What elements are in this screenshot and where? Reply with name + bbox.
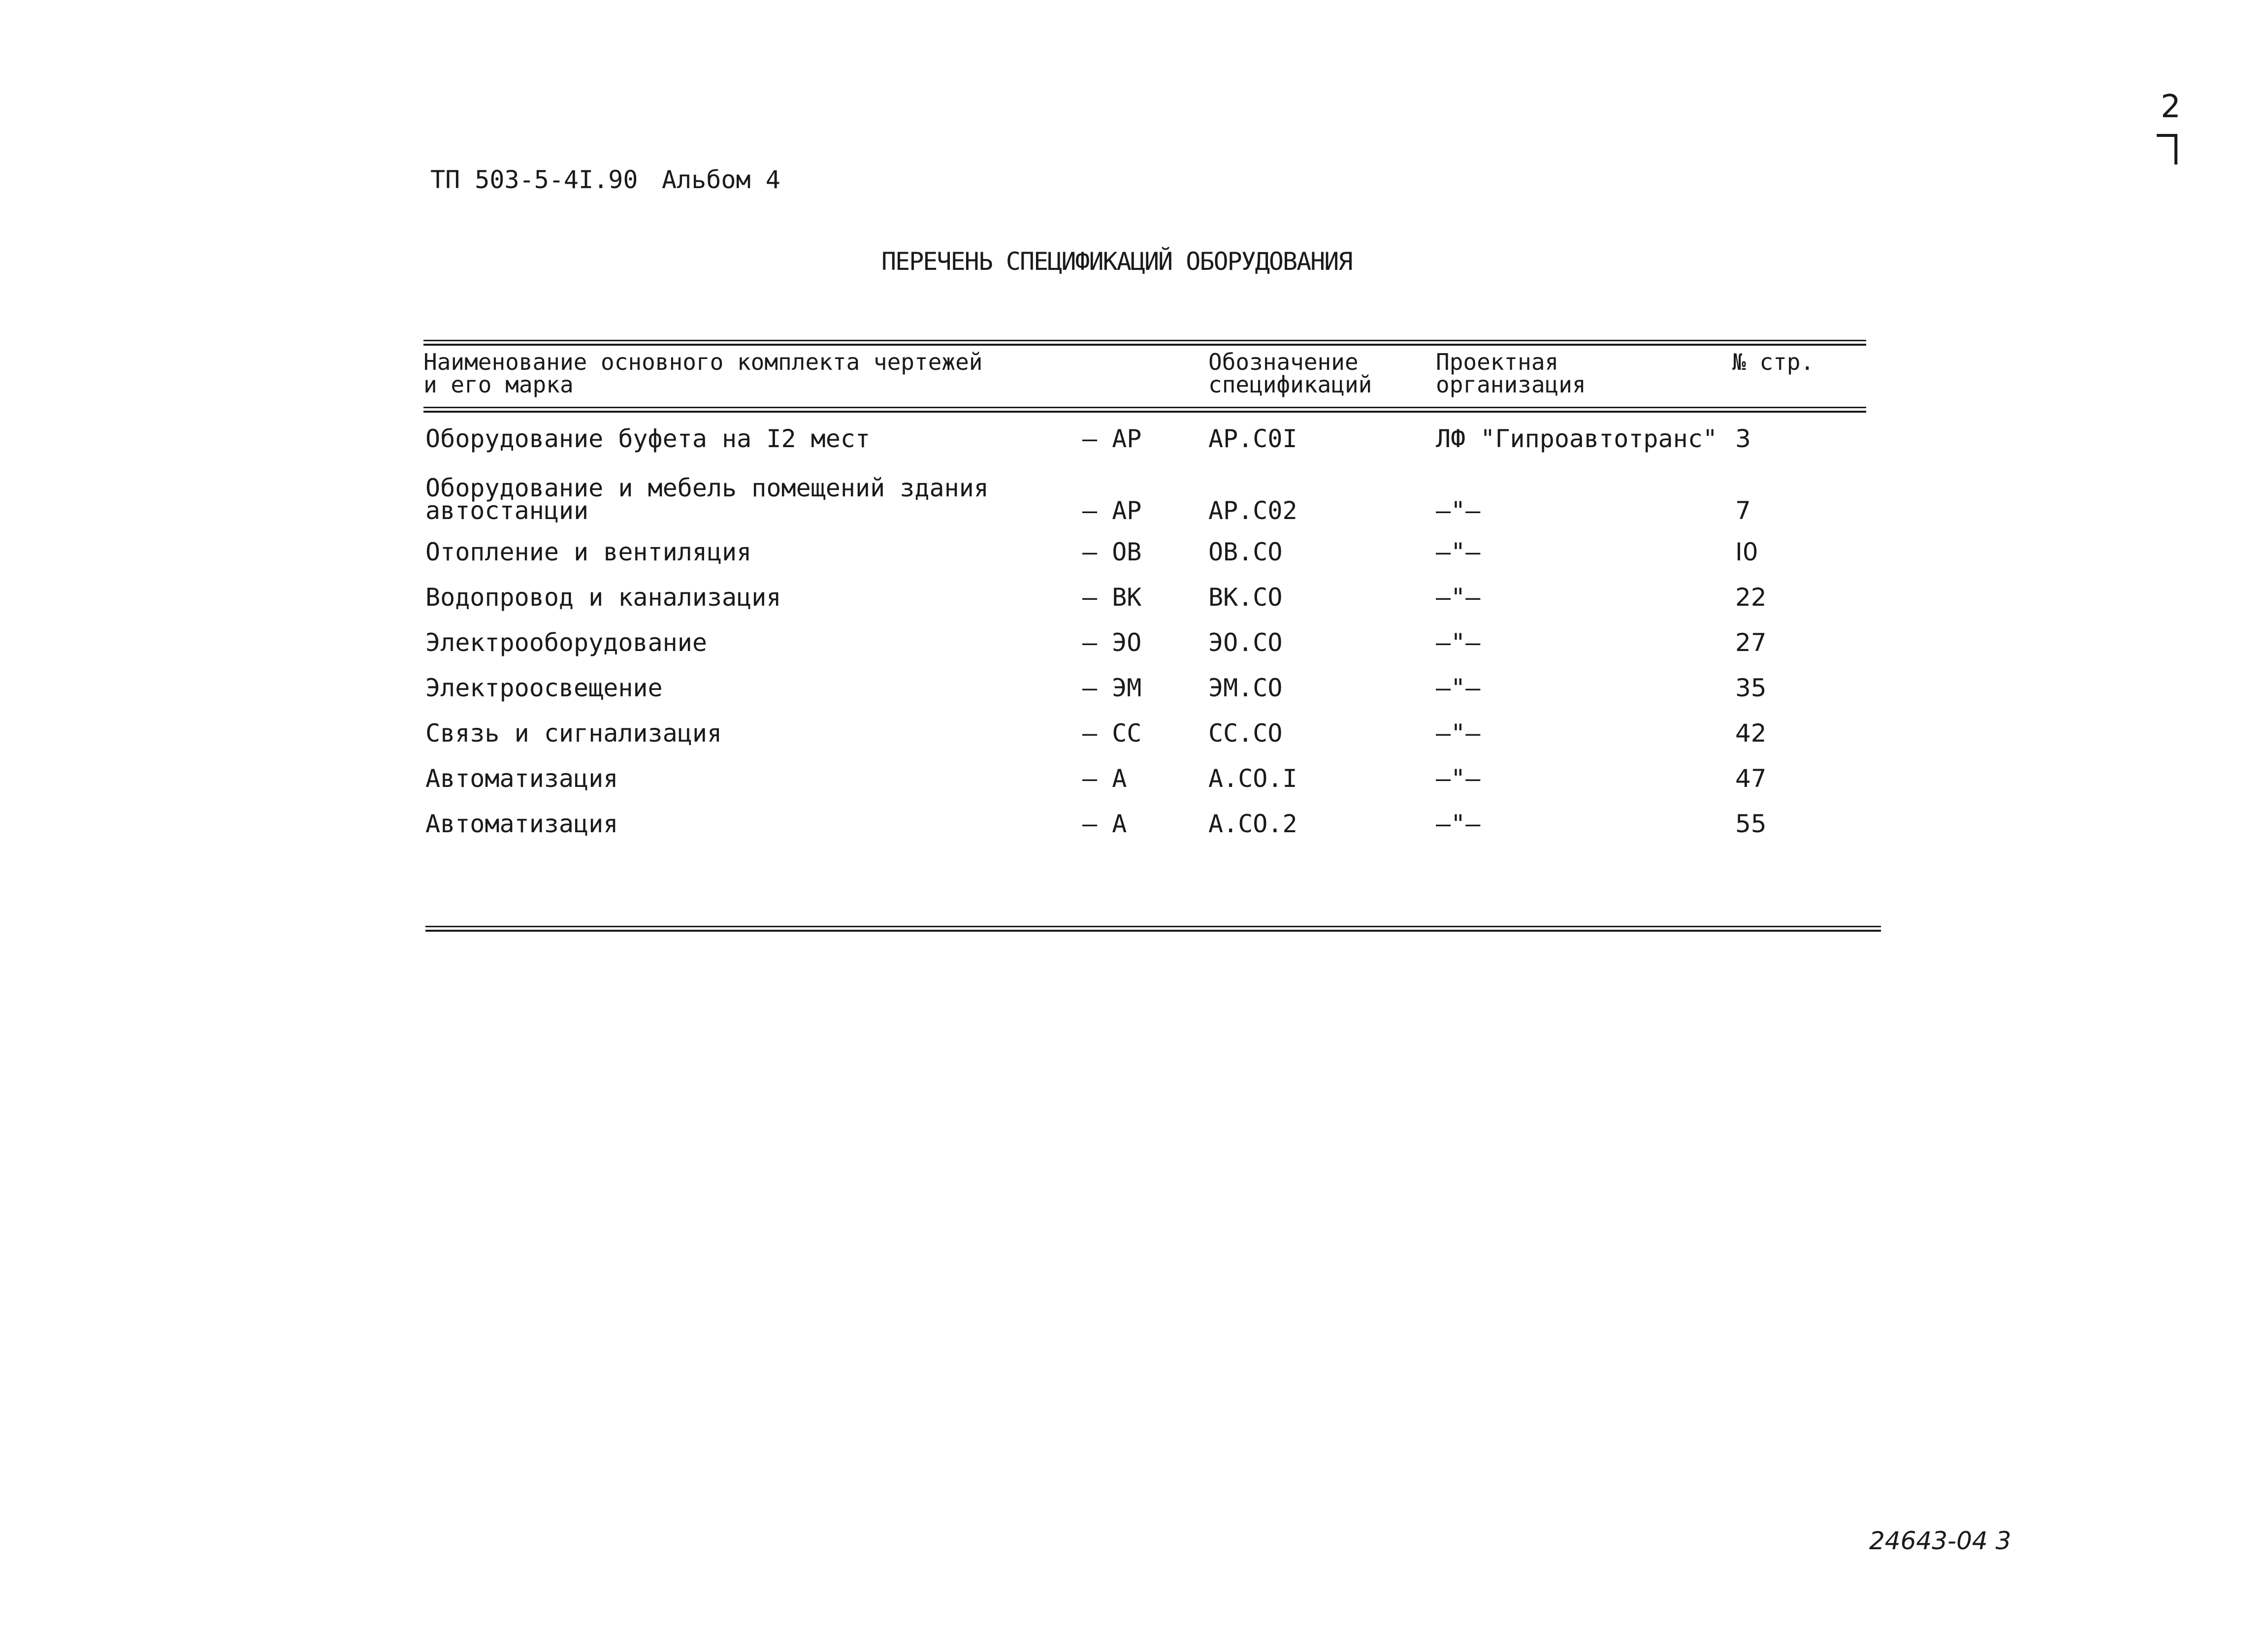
cell-name: Электрооборудование <box>425 628 707 657</box>
table-bottom-rule <box>425 926 1881 927</box>
cell-name: Водопровод и канализация <box>425 583 781 612</box>
cell-mark: – А <box>1082 764 1127 793</box>
cell-page: 3 <box>1735 424 1751 453</box>
album-label: Альбом 4 <box>662 165 780 194</box>
cell-code: СС.СО <box>1208 719 1283 748</box>
cell-mark: – АР <box>1082 496 1142 525</box>
cell-code: ВК.СО <box>1208 583 1283 612</box>
cell-code: ОВ.СО <box>1208 538 1283 566</box>
cell-org: –"– <box>1436 538 1481 566</box>
cell-page: 22 <box>1735 583 1767 612</box>
cell-code: ЭМ.СО <box>1208 674 1283 702</box>
column-header-org <box>1436 351 1586 396</box>
cell-page: 35 <box>1735 674 1767 702</box>
cell-mark: – А <box>1082 810 1127 838</box>
cell-name: Оборудование буфета на I2 мест <box>425 424 871 453</box>
cell-page: 47 <box>1735 764 1767 793</box>
cell-org: –"– <box>1436 764 1481 793</box>
cell-name: Связь и сигнализация <box>425 719 722 748</box>
cell-page: 27 <box>1735 628 1767 657</box>
cell-code: А.СО.I <box>1208 764 1297 793</box>
column-header-page <box>1732 351 1814 373</box>
column-header-name <box>423 351 982 396</box>
cell-mark: – ЭО <box>1082 628 1142 657</box>
footer-code: 24643-04 3 <box>1869 1527 2011 1555</box>
cell-mark: – ЭМ <box>1082 674 1142 702</box>
cell-page: 55 <box>1735 810 1767 838</box>
table-top-rule <box>423 340 1866 341</box>
cell-code: ЭО.СО <box>1208 628 1283 657</box>
cell-org: –"– <box>1436 719 1481 748</box>
table-header-rule <box>423 407 1866 408</box>
cell-org: –"– <box>1436 583 1481 612</box>
cell-page: 7 <box>1735 496 1751 525</box>
cell-code: А.СО.2 <box>1208 810 1297 838</box>
cell-mark: – ВК <box>1082 583 1142 612</box>
cell-mark: – АР <box>1082 424 1142 453</box>
cell-org: –"– <box>1436 628 1481 657</box>
cell-name: Оборудование и мебель помещений здания автостанции <box>425 474 989 525</box>
page-title: ПЕРЕЧЕНЬ СПЕЦИФИКАЦИЙ ОБОРУДОВАНИЯ <box>881 247 1352 276</box>
column-header-name-line1: Наименование основного комплекта чертежей и его марка <box>423 349 983 398</box>
document-code: ТП 503-5-4I.90 <box>430 165 638 194</box>
column-header-code-text: Обозначение спецификаций <box>1208 349 1372 398</box>
cell-mark: – ОВ <box>1082 538 1142 566</box>
cell-org: ЛФ "Гипроавтотранс" <box>1436 424 1717 453</box>
cell-name: Автоматизация <box>425 764 618 793</box>
cell-code: АР.С02 <box>1208 496 1297 525</box>
cell-page: I0 <box>1735 538 1758 566</box>
cell-name: Электроосвещение <box>425 674 663 702</box>
cell-org: –"– <box>1436 810 1481 838</box>
cell-name: Автоматизация <box>425 810 618 838</box>
column-header-org-text: Проектная организация <box>1436 349 1586 398</box>
corner-mark <box>2157 134 2177 164</box>
column-header-code <box>1208 351 1372 396</box>
cell-org: –"– <box>1436 674 1481 702</box>
cell-org: –"– <box>1436 496 1481 525</box>
cell-mark: – СС <box>1082 719 1142 748</box>
column-header-page-text: № стр. <box>1732 349 1814 375</box>
cell-name: Отопление и вентиляция <box>425 538 752 566</box>
cell-code: АР.С0I <box>1208 424 1297 453</box>
cell-page: 42 <box>1735 719 1767 748</box>
page-number: 2 <box>2161 89 2181 125</box>
